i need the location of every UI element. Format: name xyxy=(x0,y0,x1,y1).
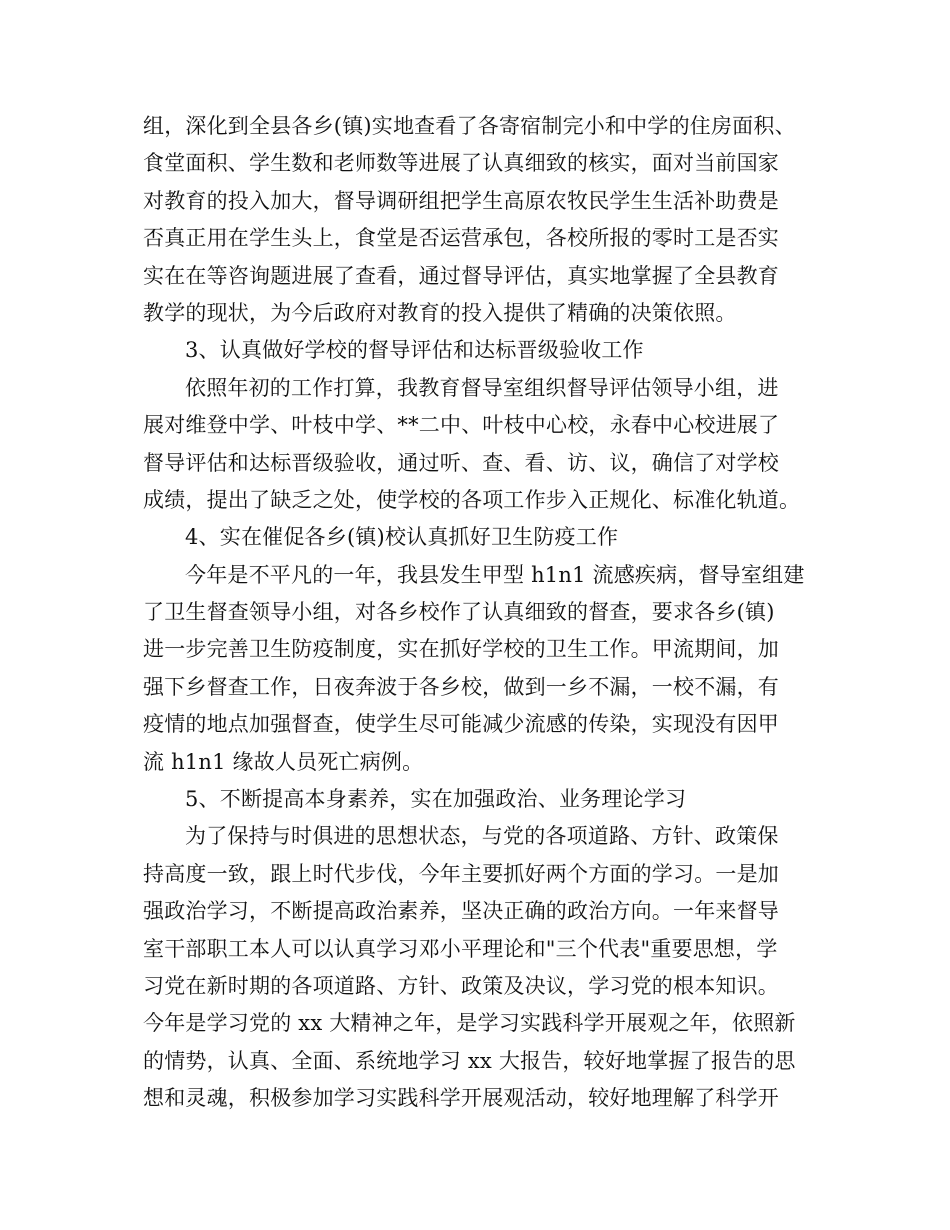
text-line: 习党在新时期的各项道路、方针、政策及决议，学习党的根本知识。 xyxy=(143,973,779,998)
text-line: 否真正用在学生头上，食堂是否运营承包，各校所报的零时工是否实 xyxy=(143,226,779,251)
text-line: 持高度一致，跟上时代步伐，今年主要抓好两个方面的学习。一是加 xyxy=(143,861,779,886)
text-line: 强下乡督查工作，日夜奔波于各乡校，做到一乡不漏，一校不漏，有 xyxy=(143,674,779,699)
text-line: 依照年初的工作打算，我教育督导室组织督导评估领导小组，进 xyxy=(185,375,779,400)
document-body xyxy=(143,108,815,1118)
text-line: 5、不断提高本身素养，实在加强政治、业务理论学习 xyxy=(185,787,687,812)
text-line: 强政治学习，不断提高政治素养，坚决正确的政治方向。一年来督导 xyxy=(143,899,779,924)
text-line: 想和灵魂，积极参加学习实践科学开展观活动，较好地理解了科学开 xyxy=(143,1086,779,1111)
text-line: 食堂面积、学生数和老师数等进展了认真细致的核实，面对当前国家 xyxy=(143,151,779,176)
text-line: 实在在等咨询题进展了查看，通过督导评估，真实地掌握了全县教育 xyxy=(143,263,779,288)
text-line: 流 h1n1 缘故人员死亡病例。 xyxy=(143,749,424,774)
text-line: 今年是学习党的 xx 大精神之年，是学习实践科学开展观之年，依照新 xyxy=(143,1011,796,1036)
text-line: 了卫生督查领导小组，对各乡校作了认真细致的督查，要求各乡(镇) xyxy=(143,600,775,625)
text-line: 组，深化到全县各乡(镇)实地查看了各寄宿制完小和中学的住房面积、 xyxy=(143,114,796,138)
text-line: 对教育的投入加大，督导调研组把学生高原农牧民学生生活补助费是 xyxy=(143,188,779,213)
text-line: 今年是不平凡的一年，我县发生甲型 h1n1 流感疾病，督导室组建 xyxy=(185,562,805,587)
text-line: 督导评估和达标晋级验收，通过听、查、看、访、议，确信了对学校 xyxy=(143,450,779,475)
text-line: 展对维登中学、叶枝中学、**二中、叶枝中心校，永春中心校进展了 xyxy=(143,413,780,438)
text-line: 为了保持与时俱进的思想状态，与党的各项道路、方针、政策保 xyxy=(185,824,779,849)
text-line: 进一步完善卫生防疫制度，实在抓好学校的卫生工作。甲流期间，加 xyxy=(143,637,779,662)
text-line: 3、认真做好学校的督导评估和达标晋级验收工作 xyxy=(185,338,644,363)
text-line: 4、实在催促各乡(镇)校认真抓好卫生防疫工作 xyxy=(185,525,619,550)
text-line: 室干部职工本人可以认真学习邓小平理论和"三个代表"重要思想，学 xyxy=(143,936,778,961)
text-line: 教学的现状，为今后政府对教育的投入提供了精确的决策依照。 xyxy=(143,300,737,325)
text-line: 疫情的地点加强督查，使学生尽可能减少流感的传染，实现没有因甲 xyxy=(143,712,779,737)
text-line: 成绩，提出了缺乏之处，使学校的各项工作步入正规化、标准化轨道。 xyxy=(143,487,801,512)
text-line: 的情势，认真、全面、系统地学习 xx 大报告，较好地掌握了报告的思 xyxy=(143,1048,796,1073)
